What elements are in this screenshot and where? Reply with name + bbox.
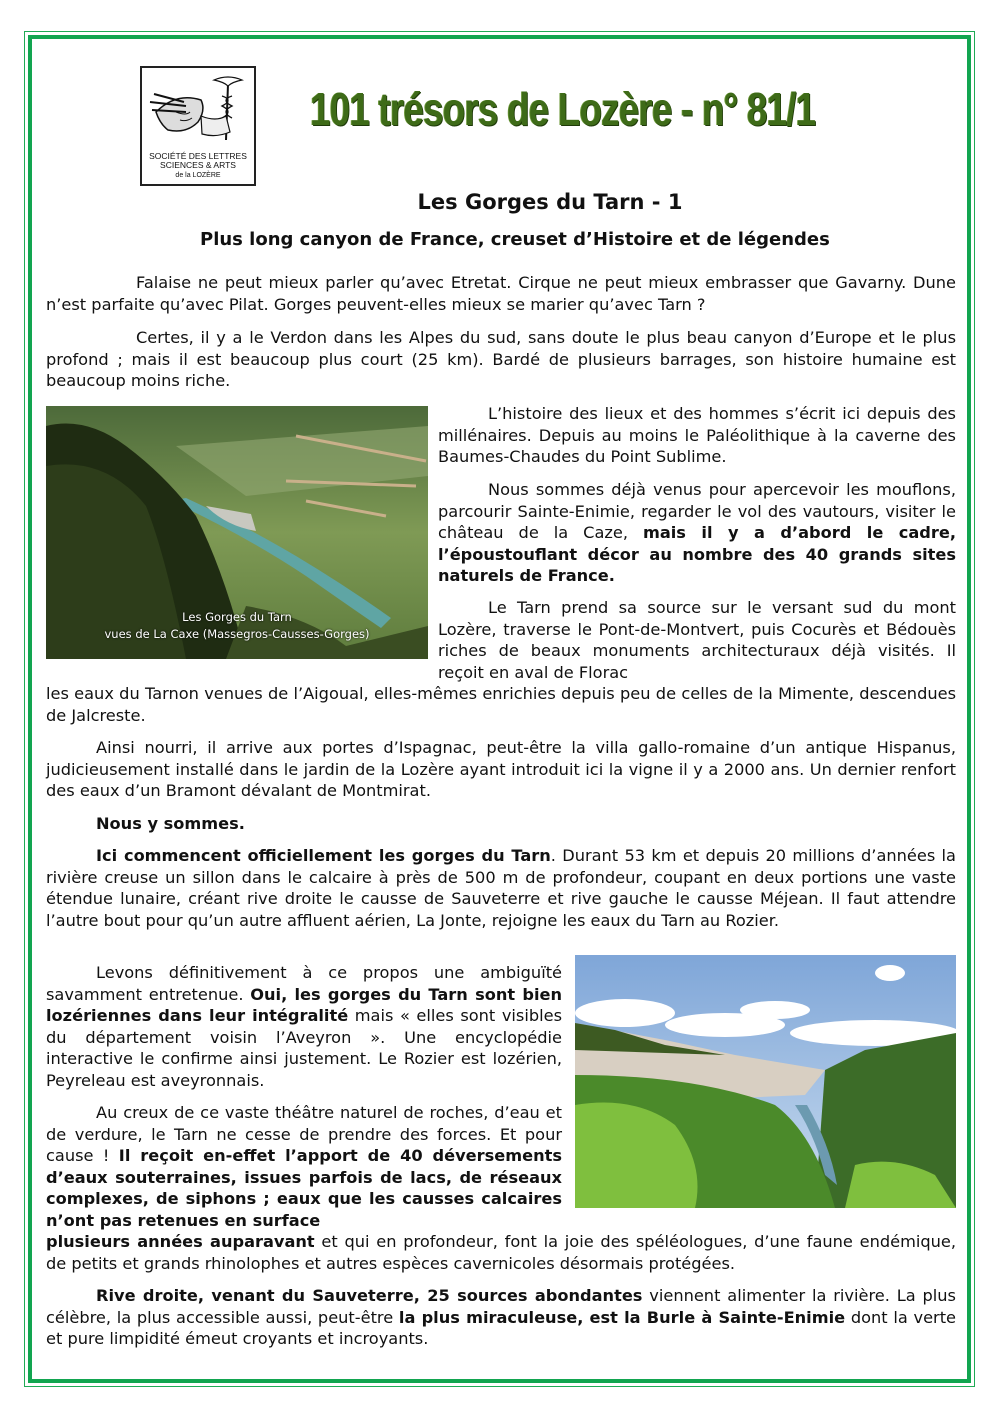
paragraph-nous-y-sommes: Nous y sommes. (96, 814, 245, 833)
highlight-resurgences: Il reçoit en-effet l’apport de 40 déversements d’eaux souterraines, issues parfois de lacs, de réseaux complexes, de siphons ; eaux que les causses calcaires n’ont pas retenues en surface (46, 1146, 562, 1230)
logo-line-1: SOCIÉTÉ DES LETTRES (149, 150, 247, 161)
paragraph-ispagnac: Ainsi nourri, il arrive aux portes d’Ispagnac, peut-être la villa gallo-romaine d’un antique Hispanus, judicieusement installé dans le jardin de la Lozère ayant introduit ici la vigne il y a 2000 ans. Un dernier renfort des eaux d’un Bramont dévalant de Montmirat. (46, 738, 956, 800)
highlight-grand-site: mais il y a d’abord le cadre, l’époustouflant décor au nombre des 40 grands sites naturels de France. (438, 523, 956, 585)
photo-caption-line-2: vues de La Caxe (Massegros-Causses-Gorges) (104, 627, 370, 641)
society-logo (140, 66, 256, 186)
paragraph-visits: Nous sommes déjà venus pour apercevoir les mouflons, parcourir Sainte-Enimie, regarder le vol des vautours, visiter le château de la Caze, mais il y a d’abord le cadre, l’époustouflant décor au nombre des 40 grands sites naturels de France. (438, 480, 956, 585)
paragraph-gorges-start: Ici commencent officiellement les gorges du Tarn. Durant 53 km et depuis 20 millions d’années la rivière creuse un sillon dans le calcaire à près de 500 m de profondeur, coupant en deux portions une vaste étendue lunaire, créant rive droite le causse de Sauveterre et rive gauche le causse Méjean. Il faut attendre l’autre bout pour qu’un autre affluent aérien, La Jonte, rejoigne les eaux du Tarn au Rozier. (46, 846, 956, 930)
page-subtitle: Plus long canyon de France, creuset d’Histoire et de légendes (200, 229, 830, 250)
paragraph-source: Le Tarn prend sa source sur le versant sud du mont Lozère, traverse le Pont-de-Montvert, puis Cocurès et Bédouès riches de beaux monuments architecturaux déjà visités. Il reçoit en aval de Florac (438, 598, 956, 682)
photo-gorges-la-caxe (46, 406, 428, 659)
paragraph-sources: Rive droite, venant du Sauveterre, 25 sources abondantes viennent alimenter la rivière. La plus célèbre, la plus accessible aussi, peut-être la plus miraculeuse, est la Burle à Sainte-Enimie dont la verte et pure limpidité émeut croyants et incroyants. (46, 1286, 956, 1348)
series-banner: 101 trésors de Lozère - n° 81/1 (310, 83, 816, 135)
hermes-caduceus-icon (146, 72, 254, 142)
paragraph-intro: Falaise ne peut mieux parler qu’avec Etretat. Cirque ne peut mieux embrasser que Gavarny. Dune n’est parfaite qu’avec Pilat. Gorges peuvent-elles mieux se marier qu’avec Tarn ? (46, 273, 956, 314)
paragraph-resurgences-cont: plusieurs années auparavant et qui en profondeur, font la joie des spéléologues, d’une faune endémique, de petits et grands rhinolophes et autres espèces cavernicoles désormais protégées. (46, 1232, 956, 1273)
highlight-lozeriennes: Oui, les gorges du Tarn sont bien lozériennes dans leur intégralité (46, 984, 562, 1025)
highlight-burle: la plus miraculeuse, est la Burle à Sainte-Enimie (398, 1307, 846, 1327)
paragraph-resurgences: Au creux de ce vaste théâtre naturel de roches, d’eau et de verdure, le Tarn ne cesse de prendre des forces. Et pour cause ! Il reçoit en-effet l’apport de 40 déversements d’eaux souterraines, issues parfois de lacs, de réseaux complexes, de siphons ; eaux que les causses calcaires n’ont pas retenues en surface (46, 1103, 562, 1230)
logo-line-2: SCIENCES & ARTS (160, 160, 236, 170)
page-title: Les Gorges du Tarn - 1 (417, 190, 683, 214)
highlight-gorges-start: Ici commencent officiellement les gorges du Tarn (96, 846, 551, 865)
paragraph-verdon: Certes, il y a le Verdon dans les Alpes du sud, sans doute le plus beau canyon d’Europe et le plus profond ; mais il est beaucoup plus court (25 km). Bardé de plusieurs barrages, son histoire humaine est beaucoup moins riche. (46, 328, 956, 390)
photo-canyon-landscape (575, 955, 956, 1208)
highlight-25-sources: Rive droite, venant du Sauveterre, 25 sources abondantes (96, 1286, 643, 1305)
logo-line-3: de la LOZÈRE (175, 171, 221, 179)
photo-caption-line-1: Les Gorges du Tarn (182, 610, 292, 624)
paragraph-history: L’histoire des lieux et des hommes s’écrit ici depuis des millénaires. Depuis au moins le Paléolithique à la caverne des Baumes-Chaudes du Point Sublime. (438, 404, 956, 466)
paragraph-source-cont: les eaux du Tarnon venues de l’Aigoual, elles-mêmes enrichies depuis peu de celles de la Mimente, descendues de Jalcreste. (46, 684, 956, 725)
paragraph-ambiguity: Levons définitivement à ce propos une ambiguïté savamment entretenue. Oui, les gorges du Tarn sont bien lozériennes dans leur intégralité mais « elles sont visibles du département voisin l’Aveyron ». Une encyclopédie interactive le confirme ainsi justement. Le Rozier est lozérien, Peyreleau est aveyronnais. (46, 963, 562, 1090)
